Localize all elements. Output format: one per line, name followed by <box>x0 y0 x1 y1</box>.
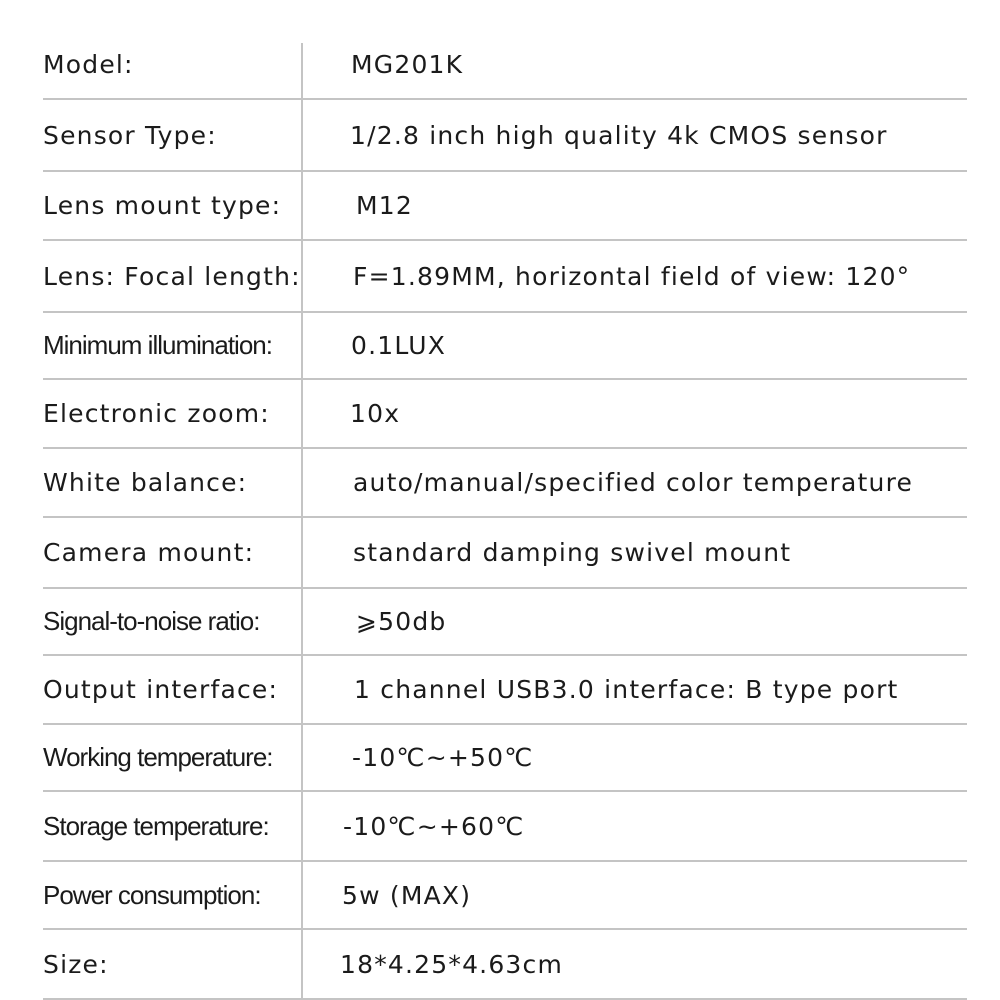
spec-label: Model: <box>43 49 134 79</box>
spec-value: 5w (MAX) <box>342 880 472 910</box>
spec-label: Size: <box>43 949 109 979</box>
spec-label: Power consumption: <box>43 879 261 910</box>
spec-label: Lens mount type: <box>43 191 282 220</box>
spec-value: M12 <box>356 191 413 220</box>
spec-label: Storage temperature: <box>43 810 269 841</box>
spec-value: 10x <box>350 399 401 428</box>
spec-label: Working temperature: <box>43 742 273 772</box>
spec-row-size <box>43 930 967 1000</box>
spec-label: Lens: Focal length: <box>43 261 301 291</box>
spec-label: Signal-to-noise ratio: <box>43 606 260 636</box>
spec-label: Camera mount: <box>43 538 255 567</box>
spec-label: White balance: <box>43 468 248 497</box>
spec-value: MG201K <box>351 49 464 79</box>
spec-row-working-temperature <box>43 725 967 792</box>
spec-value: 1 channel USB3.0 interface: B type port <box>354 675 899 704</box>
spec-label: Output interface: <box>43 675 279 704</box>
spec-value: ⩾50db <box>356 607 447 636</box>
spec-row-signal-to-noise-ratio <box>43 589 967 656</box>
spec-row-camera-mount <box>43 518 967 589</box>
spec-value: 0.1LUX <box>351 331 447 360</box>
spec-label: Electronic zoom: <box>43 399 270 428</box>
spec-row-electronic-zoom <box>43 380 967 449</box>
spec-row-minimum-illumination <box>43 313 967 380</box>
spec-row-storage-temperature <box>43 792 967 862</box>
spec-value: 1/2.8 inch high quality 4k CMOS sensor <box>350 120 888 150</box>
spec-value: auto/manual/specified color temperature <box>353 468 914 497</box>
spec-value: -10℃~+60℃ <box>343 811 525 841</box>
spec-row-lens-mount-type <box>43 172 967 241</box>
spec-value: 18*4.25*4.63cm <box>340 949 564 979</box>
spec-value: standard damping swivel mount <box>353 538 792 567</box>
spec-row-focal-length <box>43 241 967 313</box>
spec-row-output-interface <box>43 656 967 725</box>
spec-label: Sensor Type: <box>43 120 217 150</box>
spec-value: F=1.89MM, horizontal field of view: 120° <box>353 261 911 291</box>
spec-label: Minimum illumination: <box>43 330 272 360</box>
spec-value: -10℃~+50℃ <box>352 743 534 772</box>
spec-row-white-balance <box>43 449 967 518</box>
spec-row-sensor-type <box>43 100 967 172</box>
spec-row-power-consumption <box>43 862 967 930</box>
spec-row-model <box>43 30 967 100</box>
